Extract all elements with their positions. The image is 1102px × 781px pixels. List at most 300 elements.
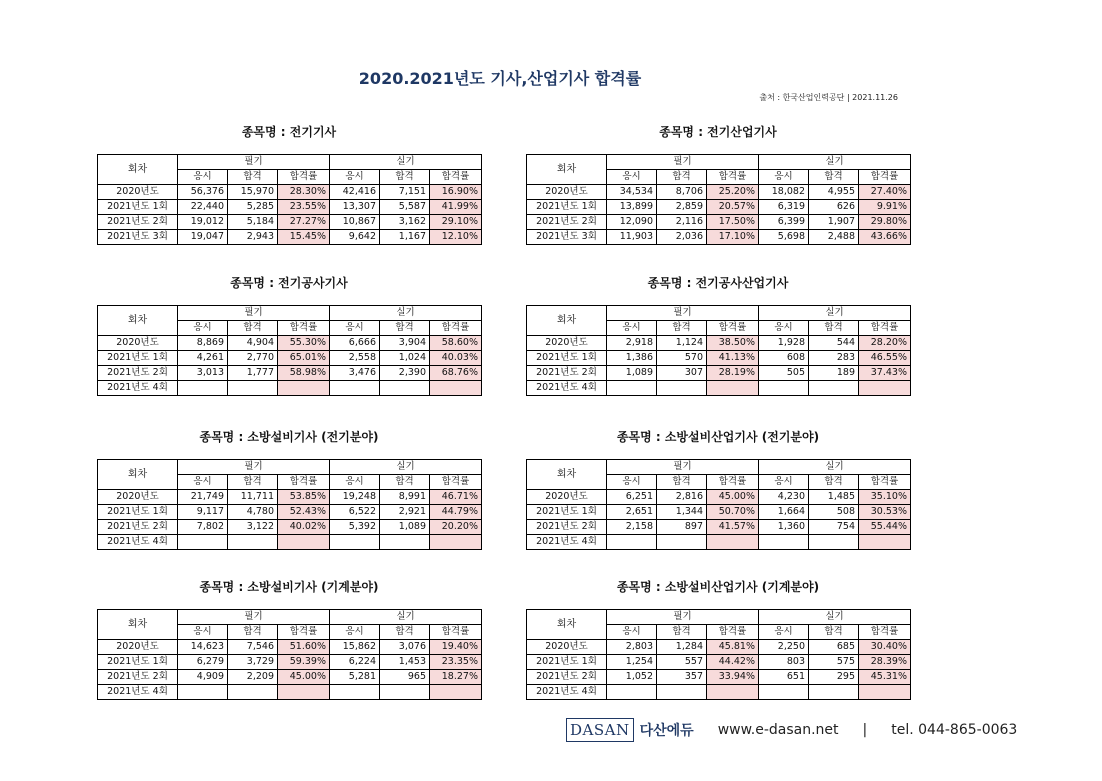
written-rate-cell: 65.01% xyxy=(278,351,330,366)
written-header: 필기 xyxy=(178,306,330,321)
round-header: 회차 xyxy=(527,155,607,185)
table-row xyxy=(98,381,482,396)
written-applicants-cell: 12,090 xyxy=(607,215,657,230)
practical-rate-cell: 37.43% xyxy=(859,366,911,381)
written-passed-cell: 557 xyxy=(657,655,707,670)
written-rate-cell: 33.94% xyxy=(707,670,759,685)
written-rate-cell: 15.45% xyxy=(278,230,330,245)
brand-name: 다산에듀 xyxy=(639,723,694,739)
written-applicants-cell xyxy=(178,685,228,700)
practical-applicants-header: 응시 xyxy=(330,625,380,640)
practical-applicants-cell xyxy=(759,381,809,396)
practical-rate-cell: 23.35% xyxy=(430,655,482,670)
practical-header: 실기 xyxy=(330,306,482,321)
pass-rate-table xyxy=(526,154,911,245)
written-passed-cell: 3,729 xyxy=(228,655,278,670)
practical-applicants-cell: 13,307 xyxy=(330,200,380,215)
practical-passed-cell: 508 xyxy=(809,505,859,520)
table-row xyxy=(527,520,911,535)
round-label: 2021년도 1회 xyxy=(98,655,178,670)
practical-applicants-cell xyxy=(330,685,380,700)
written-rate-cell xyxy=(707,685,759,700)
written-passed-cell: 2,816 xyxy=(657,490,707,505)
practical-passed-cell: 2,390 xyxy=(380,366,430,381)
practical-rate-cell: 9.91% xyxy=(859,200,911,215)
practical-applicants-cell: 6,319 xyxy=(759,200,809,215)
practical-header: 실기 xyxy=(759,460,911,475)
written-applicants-cell: 1,089 xyxy=(607,366,657,381)
written-passed-header: 합격 xyxy=(657,321,707,336)
written-passed-cell xyxy=(657,381,707,396)
table-row xyxy=(98,640,482,655)
written-applicants-cell: 56,376 xyxy=(178,185,228,200)
table-row xyxy=(98,336,482,351)
practical-passed-cell: 295 xyxy=(809,670,859,685)
table-row xyxy=(527,655,911,670)
written-rate-cell: 28.30% xyxy=(278,185,330,200)
written-rate-cell: 53.85% xyxy=(278,490,330,505)
practical-passed-cell: 1,024 xyxy=(380,351,430,366)
written-applicants-header: 응시 xyxy=(178,170,228,185)
table-row xyxy=(527,535,911,550)
practical-passed-cell: 544 xyxy=(809,336,859,351)
written-passed-header: 합격 xyxy=(657,625,707,640)
practical-rate-cell: 41.99% xyxy=(430,200,482,215)
written-rate-header: 합격률 xyxy=(278,321,330,336)
written-rate-header: 합격률 xyxy=(707,321,759,336)
practical-header: 실기 xyxy=(759,306,911,321)
section-title: 종목명 : 전기공사기사 xyxy=(230,276,348,290)
written-header: 필기 xyxy=(607,610,759,625)
round-header: 회차 xyxy=(98,306,178,336)
practical-rate-header: 합격률 xyxy=(430,321,482,336)
practical-rate-cell: 27.40% xyxy=(859,185,911,200)
table-row xyxy=(527,230,911,245)
written-rate-cell: 44.42% xyxy=(707,655,759,670)
practical-applicants-header: 응시 xyxy=(330,475,380,490)
written-header: 필기 xyxy=(178,610,330,625)
written-header: 필기 xyxy=(607,460,759,475)
practical-rate-cell: 28.39% xyxy=(859,655,911,670)
round-label: 2020년도 xyxy=(527,490,607,505)
written-rate-header: 합격률 xyxy=(707,625,759,640)
practical-rate-cell: 68.76% xyxy=(430,366,482,381)
section-title: 종목명 : 소방설비기사 (기계분야) xyxy=(199,580,379,594)
practical-rate-cell: 35.10% xyxy=(859,490,911,505)
round-label: 2021년도 4회 xyxy=(527,685,607,700)
table-row xyxy=(527,670,911,685)
practical-applicants-header: 응시 xyxy=(759,321,809,336)
round-label: 2021년도 1회 xyxy=(98,351,178,366)
written-applicants-cell: 19,047 xyxy=(178,230,228,245)
section-title: 종목명 : 소방설비기사 (전기분야) xyxy=(199,430,379,444)
written-rate-cell: 28.19% xyxy=(707,366,759,381)
written-rate-cell: 45.00% xyxy=(707,490,759,505)
written-applicants-header: 응시 xyxy=(607,321,657,336)
written-passed-cell xyxy=(657,685,707,700)
table-row xyxy=(98,655,482,670)
written-rate-cell: 41.57% xyxy=(707,520,759,535)
table-row xyxy=(527,351,911,366)
written-applicants-header: 응시 xyxy=(178,625,228,640)
written-applicants-cell: 3,013 xyxy=(178,366,228,381)
practical-passed-header: 합격 xyxy=(809,625,859,640)
practical-rate-cell: 43.66% xyxy=(859,230,911,245)
written-passed-cell: 4,780 xyxy=(228,505,278,520)
practical-applicants-header: 응시 xyxy=(759,625,809,640)
written-applicants-cell: 7,802 xyxy=(178,520,228,535)
practical-passed-header: 합격 xyxy=(809,475,859,490)
table-row xyxy=(98,366,482,381)
round-label: 2021년도 3회 xyxy=(527,230,607,245)
written-applicants-cell: 13,899 xyxy=(607,200,657,215)
round-label: 2020년도 xyxy=(527,185,607,200)
round-label: 2021년도 2회 xyxy=(527,366,607,381)
practical-rate-header: 합격률 xyxy=(859,321,911,336)
round-label: 2021년도 2회 xyxy=(527,215,607,230)
practical-rate-cell: 46.55% xyxy=(859,351,911,366)
practical-passed-header: 합격 xyxy=(809,321,859,336)
written-header: 필기 xyxy=(607,155,759,170)
written-passed-cell: 8,706 xyxy=(657,185,707,200)
practical-rate-cell xyxy=(859,381,911,396)
practical-passed-cell: 1,089 xyxy=(380,520,430,535)
practical-applicants-cell: 15,862 xyxy=(330,640,380,655)
written-passed-cell: 1,344 xyxy=(657,505,707,520)
written-rate-header: 합격률 xyxy=(707,475,759,490)
written-applicants-cell xyxy=(607,381,657,396)
written-passed-cell: 307 xyxy=(657,366,707,381)
practical-applicants-cell xyxy=(330,535,380,550)
written-applicants-cell: 19,012 xyxy=(178,215,228,230)
round-label: 2020년도 xyxy=(527,336,607,351)
written-applicants-cell: 1,254 xyxy=(607,655,657,670)
written-applicants-cell: 21,749 xyxy=(178,490,228,505)
practical-applicants-cell xyxy=(759,685,809,700)
practical-passed-cell xyxy=(380,381,430,396)
job-section xyxy=(97,123,481,245)
practical-passed-cell: 3,162 xyxy=(380,215,430,230)
table-row xyxy=(98,490,482,505)
written-applicants-header: 응시 xyxy=(607,475,657,490)
practical-passed-header: 합격 xyxy=(380,170,430,185)
table-row xyxy=(527,366,911,381)
round-label: 2021년도 4회 xyxy=(98,535,178,550)
practical-rate-cell: 19.40% xyxy=(430,640,482,655)
practical-passed-cell: 685 xyxy=(809,640,859,655)
table-row xyxy=(527,200,911,215)
practical-applicants-cell: 651 xyxy=(759,670,809,685)
written-rate-cell xyxy=(707,381,759,396)
pass-rate-table xyxy=(526,459,911,550)
written-applicants-cell: 4,909 xyxy=(178,670,228,685)
practical-rate-cell: 55.44% xyxy=(859,520,911,535)
written-passed-cell xyxy=(228,381,278,396)
written-passed-header: 합격 xyxy=(228,625,278,640)
practical-passed-cell xyxy=(809,535,859,550)
practical-passed-cell: 3,904 xyxy=(380,336,430,351)
practical-rate-cell: 29.10% xyxy=(430,215,482,230)
round-label: 2021년도 2회 xyxy=(98,366,178,381)
table-row xyxy=(98,215,482,230)
pass-rate-table xyxy=(97,459,482,550)
written-passed-cell xyxy=(228,535,278,550)
practical-passed-cell: 575 xyxy=(809,655,859,670)
practical-applicants-cell: 2,250 xyxy=(759,640,809,655)
written-rate-cell: 17.10% xyxy=(707,230,759,245)
job-section xyxy=(526,428,910,550)
written-passed-cell: 2,036 xyxy=(657,230,707,245)
written-rate-cell: 59.39% xyxy=(278,655,330,670)
written-passed-header: 합격 xyxy=(228,475,278,490)
round-label: 2021년도 1회 xyxy=(98,200,178,215)
practical-passed-cell: 965 xyxy=(380,670,430,685)
practical-passed-header: 합격 xyxy=(809,170,859,185)
practical-applicants-cell: 1,928 xyxy=(759,336,809,351)
round-header: 회차 xyxy=(527,460,607,490)
practical-rate-cell: 16.90% xyxy=(430,185,482,200)
practical-rate-cell: 58.60% xyxy=(430,336,482,351)
practical-applicants-cell xyxy=(759,535,809,550)
written-passed-cell: 7,546 xyxy=(228,640,278,655)
written-applicants-header: 응시 xyxy=(178,475,228,490)
table-row xyxy=(527,685,911,700)
section-title: 종목명 : 소방설비산업기사 (전기분야) xyxy=(616,430,820,444)
practical-passed-cell: 1,167 xyxy=(380,230,430,245)
written-rate-cell xyxy=(707,535,759,550)
round-label: 2020년도 xyxy=(527,640,607,655)
written-passed-cell: 2,943 xyxy=(228,230,278,245)
written-rate-cell: 27.27% xyxy=(278,215,330,230)
table-row xyxy=(527,215,911,230)
written-applicants-cell: 2,803 xyxy=(607,640,657,655)
written-applicants-cell xyxy=(607,685,657,700)
written-rate-cell: 25.20% xyxy=(707,185,759,200)
practical-applicants-cell xyxy=(330,381,380,396)
written-rate-cell: 20.57% xyxy=(707,200,759,215)
practical-passed-cell: 283 xyxy=(809,351,859,366)
practical-passed-cell: 3,076 xyxy=(380,640,430,655)
practical-header: 실기 xyxy=(759,610,911,625)
written-passed-cell xyxy=(228,685,278,700)
document-title: 2020.2021년도 기사,산업기사 합격률 xyxy=(358,69,642,88)
written-passed-cell: 1,124 xyxy=(657,336,707,351)
practical-passed-cell xyxy=(380,535,430,550)
practical-passed-cell: 1,485 xyxy=(809,490,859,505)
practical-rate-cell: 46.71% xyxy=(430,490,482,505)
practical-passed-header: 합격 xyxy=(380,625,430,640)
table-row xyxy=(98,351,482,366)
practical-rate-header: 합격률 xyxy=(430,475,482,490)
written-applicants-cell: 14,623 xyxy=(178,640,228,655)
job-section xyxy=(526,274,910,396)
round-label: 2020년도 xyxy=(98,336,178,351)
table-row xyxy=(98,685,482,700)
practical-applicants-cell: 6,224 xyxy=(330,655,380,670)
practical-applicants-cell: 2,558 xyxy=(330,351,380,366)
round-label: 2021년도 1회 xyxy=(527,351,607,366)
written-applicants-cell xyxy=(607,535,657,550)
written-applicants-cell: 2,651 xyxy=(607,505,657,520)
practical-rate-cell: 28.20% xyxy=(859,336,911,351)
job-section xyxy=(526,123,910,245)
table-row xyxy=(98,185,482,200)
practical-header: 실기 xyxy=(330,155,482,170)
practical-applicants-cell: 4,230 xyxy=(759,490,809,505)
section-title: 종목명 : 전기산업기사 xyxy=(659,125,777,139)
practical-passed-header: 합격 xyxy=(380,475,430,490)
written-rate-header: 합격률 xyxy=(278,170,330,185)
written-applicants-cell: 2,158 xyxy=(607,520,657,535)
practical-passed-cell xyxy=(809,381,859,396)
practical-passed-cell: 4,955 xyxy=(809,185,859,200)
job-section xyxy=(97,428,481,550)
written-rate-cell: 38.50% xyxy=(707,336,759,351)
practical-applicants-cell: 6,666 xyxy=(330,336,380,351)
practical-passed-cell: 626 xyxy=(809,200,859,215)
practical-applicants-cell: 1,360 xyxy=(759,520,809,535)
telephone: tel. 044-865-0063 xyxy=(891,722,1018,738)
written-passed-cell: 570 xyxy=(657,351,707,366)
written-rate-cell: 17.50% xyxy=(707,215,759,230)
written-passed-cell: 357 xyxy=(657,670,707,685)
practical-rate-header: 합격률 xyxy=(859,475,911,490)
practical-applicants-cell: 10,867 xyxy=(330,215,380,230)
practical-passed-cell xyxy=(809,685,859,700)
table-row xyxy=(527,505,911,520)
written-passed-cell: 1,777 xyxy=(228,366,278,381)
pass-rate-table xyxy=(526,305,911,396)
practical-rate-cell xyxy=(859,685,911,700)
written-rate-cell: 45.81% xyxy=(707,640,759,655)
practical-passed-cell: 2,488 xyxy=(809,230,859,245)
written-applicants-cell: 9,117 xyxy=(178,505,228,520)
written-header: 필기 xyxy=(607,306,759,321)
round-label: 2020년도 xyxy=(98,185,178,200)
table-row xyxy=(98,535,482,550)
written-applicants-header: 응시 xyxy=(607,625,657,640)
practical-rate-cell xyxy=(430,535,482,550)
practical-applicants-cell: 803 xyxy=(759,655,809,670)
round-label: 2021년도 1회 xyxy=(527,505,607,520)
round-label: 2021년도 4회 xyxy=(98,685,178,700)
practical-passed-cell: 7,151 xyxy=(380,185,430,200)
round-label: 2021년도 4회 xyxy=(527,381,607,396)
job-section xyxy=(526,578,910,700)
practical-rate-header: 합격률 xyxy=(859,625,911,640)
written-passed-cell: 4,904 xyxy=(228,336,278,351)
practical-rate-header: 합격률 xyxy=(859,170,911,185)
practical-applicants-header: 응시 xyxy=(330,321,380,336)
pass-rate-table xyxy=(97,154,482,245)
website-link[interactable]: www.e-dasan.net xyxy=(717,722,839,738)
practical-header: 실기 xyxy=(330,460,482,475)
practical-applicants-cell: 9,642 xyxy=(330,230,380,245)
written-rate-cell: 51.60% xyxy=(278,640,330,655)
written-passed-cell: 5,285 xyxy=(228,200,278,215)
section-title: 종목명 : 소방설비산업기사 (기계분야) xyxy=(616,580,820,594)
round-label: 2021년도 4회 xyxy=(98,381,178,396)
practical-applicants-cell: 1,664 xyxy=(759,505,809,520)
round-label: 2021년도 2회 xyxy=(98,670,178,685)
written-passed-cell: 897 xyxy=(657,520,707,535)
written-applicants-cell: 1,052 xyxy=(607,670,657,685)
written-passed-header: 합격 xyxy=(657,170,707,185)
written-rate-cell: 52.43% xyxy=(278,505,330,520)
practical-passed-cell xyxy=(380,685,430,700)
round-label: 2020년도 xyxy=(98,490,178,505)
written-applicants-cell: 34,534 xyxy=(607,185,657,200)
written-applicants-cell: 2,918 xyxy=(607,336,657,351)
practical-applicants-cell: 6,399 xyxy=(759,215,809,230)
written-applicants-cell: 4,261 xyxy=(178,351,228,366)
practical-applicants-cell: 5,281 xyxy=(330,670,380,685)
practical-passed-cell: 754 xyxy=(809,520,859,535)
practical-applicants-cell: 19,248 xyxy=(330,490,380,505)
written-rate-header: 합격률 xyxy=(278,475,330,490)
written-rate-cell xyxy=(278,535,330,550)
table-row xyxy=(98,505,482,520)
practical-rate-cell: 18.27% xyxy=(430,670,482,685)
practical-rate-cell: 30.40% xyxy=(859,640,911,655)
written-applicants-cell: 22,440 xyxy=(178,200,228,215)
section-title: 종목명 : 전기기사 xyxy=(241,125,337,139)
practical-rate-cell: 45.31% xyxy=(859,670,911,685)
practical-rate-header: 합격률 xyxy=(430,625,482,640)
practical-applicants-cell: 5,698 xyxy=(759,230,809,245)
source-note: 출처 : 한국산업인력공단 | 2021.11.26 xyxy=(759,93,898,102)
practical-applicants-header: 응시 xyxy=(759,475,809,490)
practical-passed-cell: 189 xyxy=(809,366,859,381)
table-row xyxy=(98,230,482,245)
practical-header: 실기 xyxy=(759,155,911,170)
written-passed-cell: 2,116 xyxy=(657,215,707,230)
written-rate-cell: 58.98% xyxy=(278,366,330,381)
practical-applicants-cell: 6,522 xyxy=(330,505,380,520)
written-rate-cell: 55.30% xyxy=(278,336,330,351)
section-title: 종목명 : 전기공사산업기사 xyxy=(647,276,789,290)
table-row xyxy=(98,520,482,535)
round-label: 2021년도 1회 xyxy=(527,200,607,215)
practical-rate-header: 합격률 xyxy=(430,170,482,185)
practical-rate-cell: 20.20% xyxy=(430,520,482,535)
footer-separator: | xyxy=(862,722,868,738)
practical-passed-cell: 8,991 xyxy=(380,490,430,505)
table-row xyxy=(98,200,482,215)
job-section xyxy=(97,578,481,700)
written-passed-header: 합격 xyxy=(228,321,278,336)
written-rate-header: 합격률 xyxy=(278,625,330,640)
written-passed-header: 합격 xyxy=(657,475,707,490)
written-rate-cell xyxy=(278,685,330,700)
practical-applicants-cell: 18,082 xyxy=(759,185,809,200)
practical-applicants-cell: 3,476 xyxy=(330,366,380,381)
written-rate-cell: 50.70% xyxy=(707,505,759,520)
round-label: 2021년도 4회 xyxy=(527,535,607,550)
pass-rate-table xyxy=(97,609,482,700)
written-applicants-cell: 1,386 xyxy=(607,351,657,366)
practical-passed-cell: 2,921 xyxy=(380,505,430,520)
written-applicants-cell xyxy=(178,535,228,550)
practical-passed-header: 합격 xyxy=(380,321,430,336)
round-label: 2020년도 xyxy=(98,640,178,655)
practical-rate-cell: 29.80% xyxy=(859,215,911,230)
written-passed-cell: 2,859 xyxy=(657,200,707,215)
round-label: 2021년도 2회 xyxy=(98,215,178,230)
round-label: 2021년도 2회 xyxy=(527,670,607,685)
written-rate-header: 합격률 xyxy=(707,170,759,185)
practical-applicants-cell: 5,392 xyxy=(330,520,380,535)
